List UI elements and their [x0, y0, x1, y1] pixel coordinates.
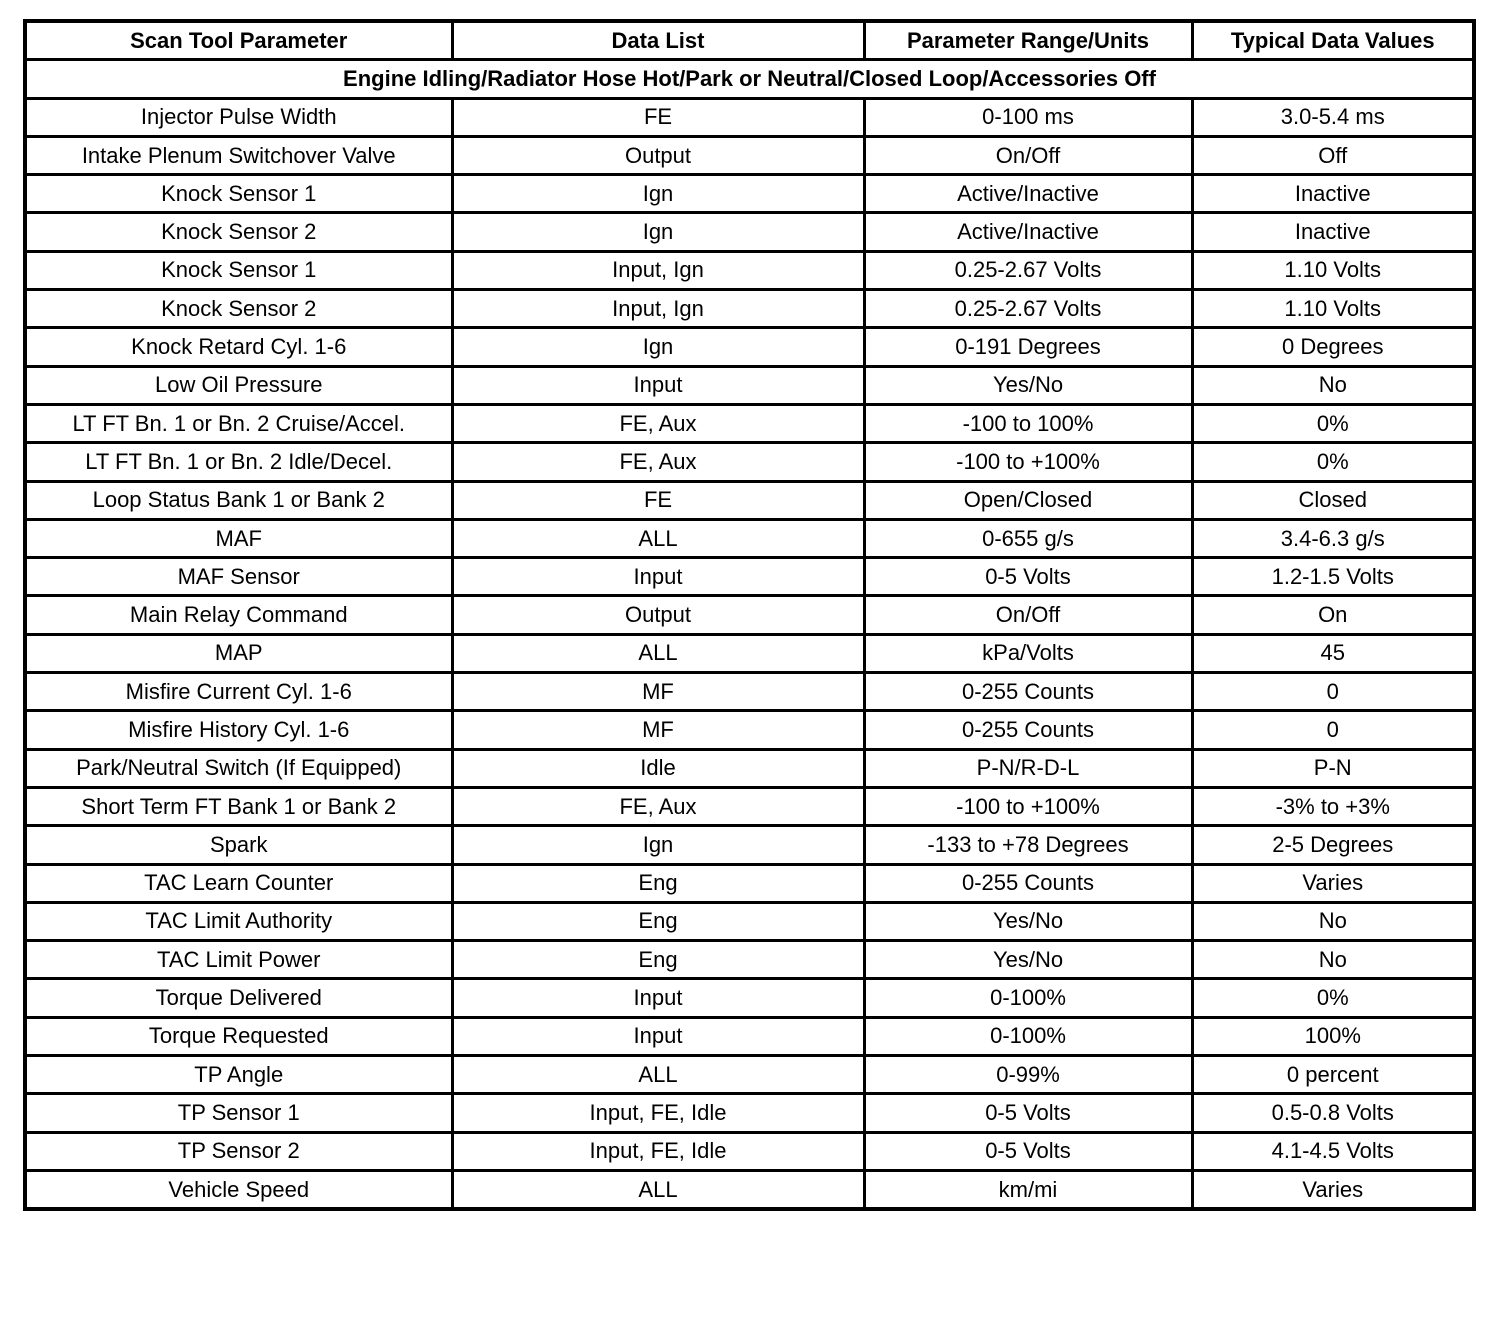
- table-row: [25, 366, 1474, 404]
- parameter-cell: Torque Requested: [25, 1017, 452, 1055]
- table-row: [25, 290, 1474, 328]
- data-list-cell: Eng: [452, 902, 864, 940]
- parameter-cell: Main Relay Command: [25, 596, 452, 634]
- typical-value-cell: Off: [1192, 136, 1474, 174]
- table-row: [25, 749, 1474, 787]
- data-list-cell: FE, Aux: [452, 443, 864, 481]
- table-row: [25, 136, 1474, 174]
- typical-value-cell: 0%: [1192, 979, 1474, 1017]
- data-list-cell: Input: [452, 558, 864, 596]
- range-units-cell: -100 to 100%: [864, 404, 1192, 442]
- table-row: [25, 787, 1474, 825]
- typical-value-cell: Inactive: [1192, 213, 1474, 251]
- condition-text: Engine Idling/Radiator Hose Hot/Park or Neutral/Closed Loop/Accessories Off: [25, 60, 1474, 98]
- range-units-cell: km/mi: [864, 1170, 1192, 1209]
- parameter-cell: Knock Sensor 1: [25, 251, 452, 289]
- range-units-cell: 0-255 Counts: [864, 711, 1192, 749]
- data-list-cell: Output: [452, 596, 864, 634]
- data-list-cell: ALL: [452, 1056, 864, 1094]
- typical-value-cell: No: [1192, 366, 1474, 404]
- range-units-cell: 0-100%: [864, 1017, 1192, 1055]
- table-row: [25, 519, 1474, 557]
- parameter-cell: Torque Delivered: [25, 979, 452, 1017]
- range-units-cell: -100 to +100%: [864, 443, 1192, 481]
- table-row: [25, 481, 1474, 519]
- typical-value-cell: 2-5 Degrees: [1192, 826, 1474, 864]
- parameter-cell: TP Angle: [25, 1056, 452, 1094]
- table-row: [25, 1017, 1474, 1055]
- typical-value-cell: On: [1192, 596, 1474, 634]
- table-row: [25, 864, 1474, 902]
- range-units-cell: Active/Inactive: [864, 213, 1192, 251]
- data-list-cell: FE: [452, 481, 864, 519]
- parameter-cell: MAF: [25, 519, 452, 557]
- data-list-cell: Ign: [452, 175, 864, 213]
- typical-value-cell: 0%: [1192, 404, 1474, 442]
- header-typical-data-values: Typical Data Values: [1192, 21, 1474, 60]
- data-list-cell: FE: [452, 98, 864, 136]
- range-units-cell: 0.25-2.67 Volts: [864, 290, 1192, 328]
- range-units-cell: -133 to +78 Degrees: [864, 826, 1192, 864]
- parameter-cell: LT FT Bn. 1 or Bn. 2 Cruise/Accel.: [25, 404, 452, 442]
- table-row: [25, 175, 1474, 213]
- data-list-cell: Input, Ign: [452, 251, 864, 289]
- range-units-cell: 0-255 Counts: [864, 673, 1192, 711]
- parameter-cell: Low Oil Pressure: [25, 366, 452, 404]
- typical-value-cell: P-N: [1192, 749, 1474, 787]
- parameter-cell: TAC Learn Counter: [25, 864, 452, 902]
- parameter-cell: Park/Neutral Switch (If Equipped): [25, 749, 452, 787]
- data-list-cell: ALL: [452, 519, 864, 557]
- typical-value-cell: 0: [1192, 711, 1474, 749]
- typical-value-cell: 45: [1192, 634, 1474, 672]
- typical-value-cell: Varies: [1192, 1170, 1474, 1209]
- parameter-cell: TP Sensor 1: [25, 1094, 452, 1132]
- typical-value-cell: 0 Degrees: [1192, 328, 1474, 366]
- data-list-cell: Input: [452, 979, 864, 1017]
- range-units-cell: 0-5 Volts: [864, 1132, 1192, 1170]
- parameter-cell: MAP: [25, 634, 452, 672]
- range-units-cell: 0-255 Counts: [864, 864, 1192, 902]
- typical-value-cell: -3% to +3%: [1192, 787, 1474, 825]
- table-row: [25, 826, 1474, 864]
- typical-value-cell: Inactive: [1192, 175, 1474, 213]
- table-row: [25, 941, 1474, 979]
- data-list-cell: Input: [452, 1017, 864, 1055]
- table-row: [25, 634, 1474, 672]
- typical-value-cell: 0.5-0.8 Volts: [1192, 1094, 1474, 1132]
- typical-value-cell: Closed: [1192, 481, 1474, 519]
- range-units-cell: 0-100%: [864, 979, 1192, 1017]
- parameter-cell: Knock Sensor 2: [25, 213, 452, 251]
- table-row: [25, 1132, 1474, 1170]
- table-row: [25, 251, 1474, 289]
- data-list-cell: Input, FE, Idle: [452, 1094, 864, 1132]
- data-list-cell: FE, Aux: [452, 787, 864, 825]
- typical-value-cell: 1.10 Volts: [1192, 290, 1474, 328]
- header-scan-tool-parameter: Scan Tool Parameter: [25, 21, 452, 60]
- typical-value-cell: 0%: [1192, 443, 1474, 481]
- data-list-cell: Ign: [452, 826, 864, 864]
- data-list-cell: Input: [452, 366, 864, 404]
- parameter-cell: Vehicle Speed: [25, 1170, 452, 1209]
- header-parameter-range-units: Parameter Range/Units: [864, 21, 1192, 60]
- parameter-cell: Knock Sensor 1: [25, 175, 452, 213]
- data-list-cell: ALL: [452, 634, 864, 672]
- table-row: [25, 1056, 1474, 1094]
- parameter-cell: MAF Sensor: [25, 558, 452, 596]
- data-list-cell: Idle: [452, 749, 864, 787]
- range-units-cell: On/Off: [864, 596, 1192, 634]
- parameter-cell: Knock Sensor 2: [25, 290, 452, 328]
- data-list-cell: Input, Ign: [452, 290, 864, 328]
- range-units-cell: 0-99%: [864, 1056, 1192, 1094]
- parameter-cell: Injector Pulse Width: [25, 98, 452, 136]
- range-units-cell: 0-191 Degrees: [864, 328, 1192, 366]
- range-units-cell: 0.25-2.67 Volts: [864, 251, 1192, 289]
- typical-value-cell: 4.1-4.5 Volts: [1192, 1132, 1474, 1170]
- data-list-cell: Eng: [452, 864, 864, 902]
- parameter-cell: TAC Limit Authority: [25, 902, 452, 940]
- data-list-cell: FE, Aux: [452, 404, 864, 442]
- table-row: [25, 404, 1474, 442]
- range-units-cell: 0-655 g/s: [864, 519, 1192, 557]
- typical-value-cell: No: [1192, 941, 1474, 979]
- table-row: [25, 328, 1474, 366]
- header-data-list: Data List: [452, 21, 864, 60]
- table-row: [25, 596, 1474, 634]
- range-units-cell: P-N/R-D-L: [864, 749, 1192, 787]
- range-units-cell: Yes/No: [864, 941, 1192, 979]
- data-list-cell: Ign: [452, 213, 864, 251]
- typical-value-cell: 0: [1192, 673, 1474, 711]
- table-row: [25, 979, 1474, 1017]
- parameter-cell: Misfire History Cyl. 1-6: [25, 711, 452, 749]
- range-units-cell: Open/Closed: [864, 481, 1192, 519]
- data-list-cell: Output: [452, 136, 864, 174]
- header-row: [25, 21, 1474, 60]
- range-units-cell: Active/Inactive: [864, 175, 1192, 213]
- range-units-cell: Yes/No: [864, 366, 1192, 404]
- data-list-cell: Eng: [452, 941, 864, 979]
- parameter-cell: TP Sensor 2: [25, 1132, 452, 1170]
- table-row: [25, 1170, 1474, 1209]
- table-row: [25, 673, 1474, 711]
- parameter-cell: LT FT Bn. 1 or Bn. 2 Idle/Decel.: [25, 443, 452, 481]
- parameter-cell: Loop Status Bank 1 or Bank 2: [25, 481, 452, 519]
- typical-value-cell: No: [1192, 902, 1474, 940]
- table-row: [25, 711, 1474, 749]
- parameter-cell: TAC Limit Power: [25, 941, 452, 979]
- table-row: [25, 443, 1474, 481]
- table-row: [25, 558, 1474, 596]
- data-list-cell: Input, FE, Idle: [452, 1132, 864, 1170]
- range-units-cell: -100 to +100%: [864, 787, 1192, 825]
- table-row: [25, 902, 1474, 940]
- typical-value-cell: 3.4-6.3 g/s: [1192, 519, 1474, 557]
- data-list-cell: Ign: [452, 328, 864, 366]
- scan-tool-data-table: [23, 19, 1476, 1211]
- data-list-cell: MF: [452, 673, 864, 711]
- typical-value-cell: 0 percent: [1192, 1056, 1474, 1094]
- data-list-cell: ALL: [452, 1170, 864, 1209]
- range-units-cell: 0-5 Volts: [864, 558, 1192, 596]
- parameter-cell: Intake Plenum Switchover Valve: [25, 136, 452, 174]
- parameter-cell: Misfire Current Cyl. 1-6: [25, 673, 452, 711]
- table-row: [25, 98, 1474, 136]
- range-units-cell: Yes/No: [864, 902, 1192, 940]
- parameter-cell: Knock Retard Cyl. 1-6: [25, 328, 452, 366]
- typical-value-cell: 1.2-1.5 Volts: [1192, 558, 1474, 596]
- table-row: [25, 213, 1474, 251]
- range-units-cell: kPa/Volts: [864, 634, 1192, 672]
- typical-value-cell: Varies: [1192, 864, 1474, 902]
- range-units-cell: 0-100 ms: [864, 98, 1192, 136]
- typical-value-cell: 1.10 Volts: [1192, 251, 1474, 289]
- range-units-cell: 0-5 Volts: [864, 1094, 1192, 1132]
- parameter-cell: Short Term FT Bank 1 or Bank 2: [25, 787, 452, 825]
- typical-value-cell: 3.0-5.4 ms: [1192, 98, 1474, 136]
- parameter-cell: Spark: [25, 826, 452, 864]
- table-row: [25, 1094, 1474, 1132]
- typical-value-cell: 100%: [1192, 1017, 1474, 1055]
- range-units-cell: On/Off: [864, 136, 1192, 174]
- data-list-cell: MF: [452, 711, 864, 749]
- condition-row: [25, 60, 1474, 98]
